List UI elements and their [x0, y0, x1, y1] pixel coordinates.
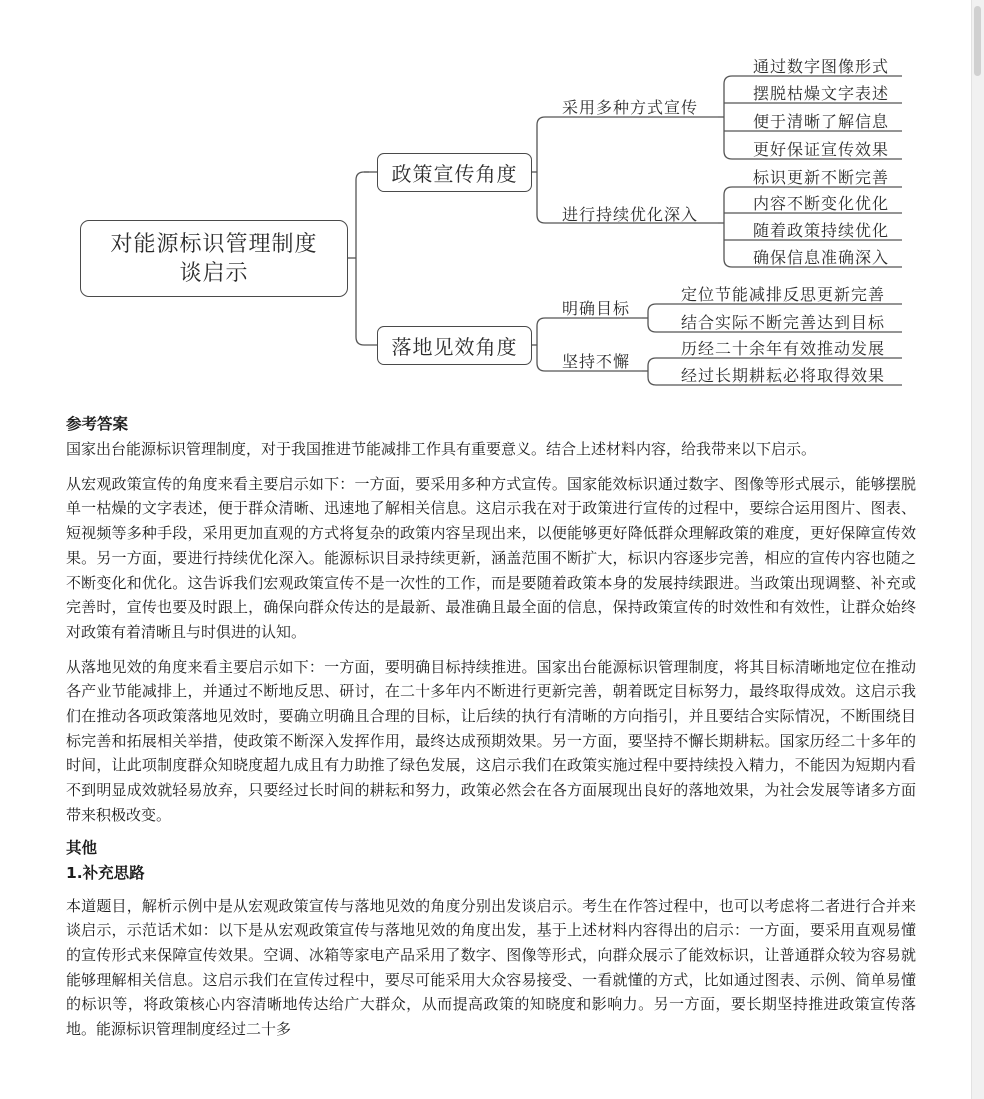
branch-implementation: 落地见效角度	[377, 326, 532, 365]
connector-b-subs	[537, 318, 556, 371]
leaf-item: 便于清晰了解信息	[752, 112, 889, 131]
root-title-line2: 谈启示	[179, 260, 249, 286]
other-heading: 其他	[66, 838, 98, 857]
leaf-item: 经过长期耕耘必将取得效果	[680, 366, 885, 385]
connector-root-branches	[356, 172, 377, 345]
connector-a-subs	[537, 117, 556, 223]
scrollbar-thumb[interactable]	[974, 6, 981, 76]
answer-text	[66, 412, 916, 1052]
connector-a-sub1-mid	[724, 103, 740, 131]
connector-b-sub1-leaves	[648, 304, 664, 332]
root-title-line1: 对能源标识管理制度	[110, 231, 318, 257]
leaf-item: 通过数字图像形式	[752, 57, 889, 76]
connector-a-sub2-mid	[724, 213, 740, 240]
answer-heading: 参考答案	[66, 415, 129, 433]
mind-map	[0, 0, 972, 400]
sub-branch-continuous-optimization: 进行持续优化深入	[562, 205, 699, 224]
leaf-item: 内容不断变化优化	[752, 194, 889, 213]
paragraph-implementation: 从落地见效的角度来看主要启示如下：一方面，要明确目标持续推进。国家出台能源标识管理制度，将其目标清晰地定位在推动各产业节能减排上，并通过不断地反思、研讨，在二十多年内不断进行更新完善，朝着既定目标努力，最终取得成效。这启示我们在推动各项政策落地见效时，要确立明确且合理的目标，让后续的执行有清晰的方向指引，并且要结合实际情况，不断围绕目标完善和拓展相关举措，使政策不断深入发挥作用，最终达成预期效果。另一方面，要坚持不懈长期耕耘。国家历经二十多年的时间，让此项制度群众知晓度超九成且有力助推了绿色发展，这启示我们在政策实施过程中要持续投入精力，不能因为短期内看不到明显成效就轻易放弃，只要经过长时间的耕耘和努力，政策必然会在各方面展现出良好的落地效果，为社会发展等诸多方面带来积极改变。	[66, 657, 916, 824]
connector-a-sub2-leaves	[724, 187, 740, 267]
leaf-item: 结合实际不断完善达到目标	[680, 313, 885, 332]
paragraph-policy-promotion: 从宏观政策宣传的角度来看主要启示如下：一方面，要采用多种方式宣传。国家能效标识通过数字、图像等形式展示，能够摆脱单一枯燥的文字表述，便于群众清晰、迅速地了解相关信息。这启示我在对于政策进行宣传的过程中，要综合运用图片、图表、短视频等多种手段，采用更加直观的方式将复杂的政策内容呈现出来，以便能够更好降低群众理解政策的难度，更好保障宣传效果。另一方面，要进行持续优化深入。能源标识目录持续更新，涵盖范围不断扩大，标识内容逐步完善，相应的宣传内容也随之不断变化和优化。这告诉我们宏观政策宣传不是一次性的工作，而是要随着政策本身的发展持续跟进。当政策出现调整、补充或完善时，宣传也要及时跟上，确保向群众传达的是最新、最准确且最全面的信息，保持政策宣传的时效性和有效性，让群众始终对政策有着清晰且与时俱进的认知。	[66, 474, 916, 641]
connector-a-sub1-leaves	[724, 76, 740, 159]
leaf-item: 标识更新不断完善	[752, 168, 889, 187]
leaf-item: 定位节能减排反思更新完善	[680, 285, 885, 304]
branch-policy-promotion: 政策宣传角度	[377, 153, 532, 192]
vertical-scrollbar[interactable]	[971, 0, 984, 1099]
mind-map-root	[80, 220, 348, 297]
leaf-item: 随着政策持续优化	[752, 221, 889, 240]
connector-b-sub2-leaves	[648, 358, 664, 385]
sub-branch-persistence: 坚持不懈	[562, 352, 631, 371]
leaf-item: 确保信息准确深入	[752, 248, 889, 267]
sub-branch-clear-goal: 明确目标	[562, 299, 631, 318]
supplement-heading: 1.补充思路	[66, 863, 145, 882]
paragraph-supplement: 本道题目，解析示例中是从宏观政策宣传与落地见效的角度分别出发谈启示。考生在作答过程中，也可以考虑将二者进行合并来谈启示，示范话术如：以下是从宏观政策宣传与落地见效的角度出发，基于上述材料内容得出的启示：一方面，要采用直观易懂的宣传形式来保障宣传效果。空调、冰箱等家电产品采用了数字、图像等形式，向群众展示了能效标识，让普通群众较为容易就能够理解相关信息。这启示我们在宣传过程中，要尽可能采用大众容易接受、一看就懂的方式，比如通过图表、示例、简单易懂的标识等，将政策核心内容清晰地传达给广大群众，从而提高政策的知晓度和影响力。另一方面，要长期坚持推进政策宣传落地。能源标识管理制度经过二十多	[66, 896, 916, 1039]
leaf-item: 摆脱枯燥文字表述	[752, 84, 889, 103]
intro-paragraph: 国家出台能源标识管理制度，对于我国推进节能减排工作具有重要意义。结合上述材料内容，给我带来以下启示。	[66, 440, 817, 458]
sub-branch-multiple-methods: 采用多种方式宣传	[562, 98, 699, 117]
leaf-item: 历经二十余年有效推动发展	[680, 339, 885, 358]
leaf-item: 更好保证宣传效果	[752, 140, 889, 159]
